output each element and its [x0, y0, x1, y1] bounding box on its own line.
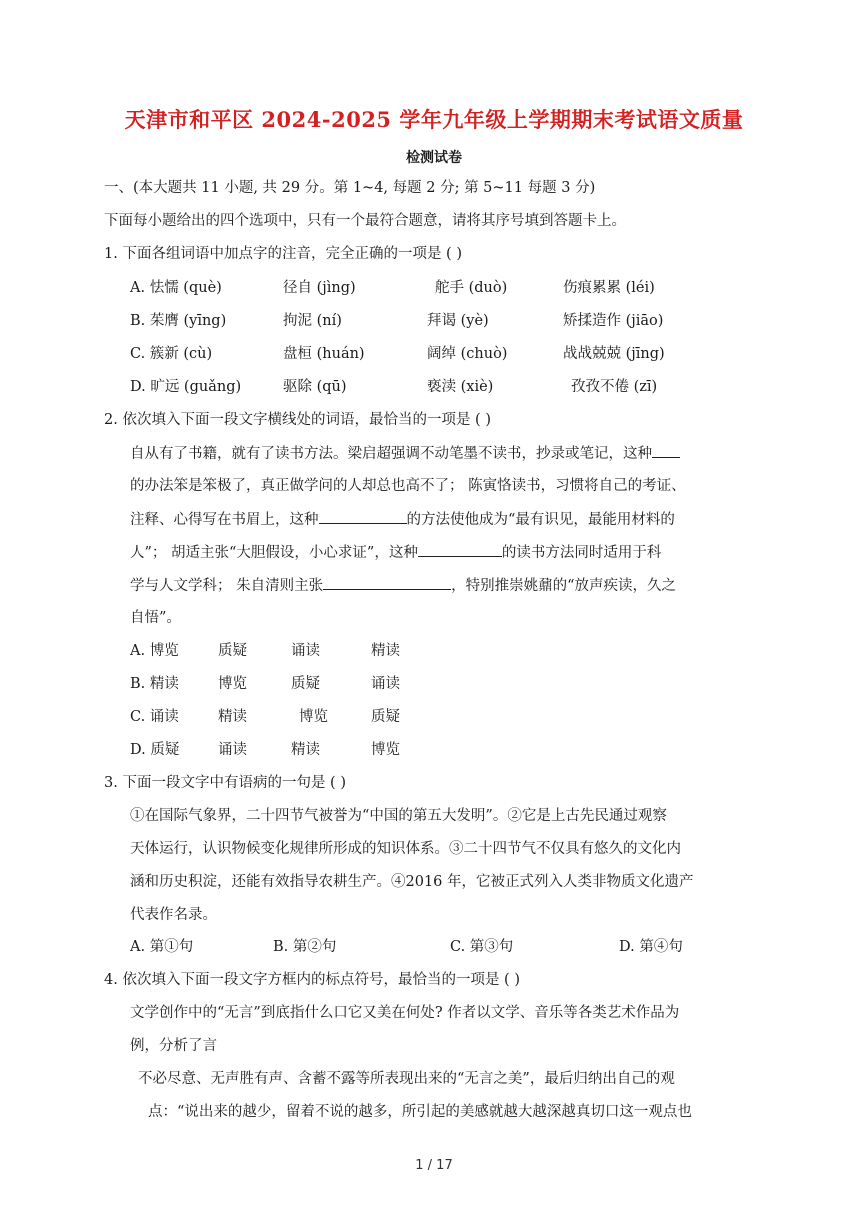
q3-passage-line-4: 代表作名录。 [130, 907, 217, 923]
q1-option-c: C. 簇新 (cù) [130, 346, 213, 362]
q2-passage-line-2: 的办法笨是笨极了，真正做学问的人却总也高不了； 陈寅恪读书，习惯将自己的考证、 [130, 478, 686, 494]
q2-text: 的方法使他成为“最有识见，最能用材料的 [406, 512, 675, 528]
q1-option-d: D. 旷远 (guǎng) [130, 379, 242, 395]
q1-option-c-word3: 阔绰 (chuò) [427, 346, 508, 362]
q4-passage-line-3: 不必尽意、无声胜有声、含蓄不露等所表现出来的“无言之美”，最后归纳出自己的观 [138, 1071, 675, 1087]
q2-option-a-word2: 质疑 [218, 643, 247, 659]
q2-option-b-word4: 诵读 [371, 676, 400, 692]
q1-option-a-word2: 径自 (jìng) [283, 280, 356, 296]
q3-option-c: C. 第③句 [450, 939, 514, 955]
q2-option-c: C. 诵读 [130, 709, 179, 725]
page-title: 天津市和平区 2024-2025 学年九年级上学期期末考试语文质量 [124, 107, 744, 132]
fill-blank [319, 509, 407, 524]
q2-passage-line-1 [130, 443, 680, 464]
page-subtitle: 检测试卷 [406, 150, 462, 166]
q2-text: 注释、心得写在书眉上，这种 [130, 512, 319, 528]
q1-option-d-word2: 驱除 (qū) [283, 379, 347, 395]
q2-passage-line-4 [130, 542, 661, 563]
q2-text: 的读书方法同时适用于科 [501, 545, 662, 561]
fill-blank [652, 443, 680, 458]
q2-option-a-word3: 诵读 [291, 643, 320, 659]
q2-option-d: D. 质疑 [130, 742, 180, 758]
q2-text: 自从有了书籍，就有了读书方法。梁启超强调不动笔墨不读书，抄录或笔记，这种 [130, 446, 652, 462]
q1-option-b-word2: 拘泥 (ní) [283, 313, 342, 329]
q2-option-d-word4: 博览 [371, 742, 400, 758]
q3-passage-line-1: ①在国际气象界，二十四节气被誉为“中国的第五大发明”。②它是上古先民通过观察 [130, 808, 667, 824]
q2-option-d-word3: 精读 [291, 742, 320, 758]
q4-passage-line-1: 文学创作中的“无言”到底指什么口它又美在何处? 作者以文学、音乐等各类艺术作品为 [130, 1005, 680, 1021]
q2-option-c-word3: 博览 [299, 709, 328, 725]
question-1-stem: 1. 下面各组词语中加点字的注音，完全正确的一项是 ( ) [104, 246, 462, 262]
question-3-stem: 3. 下面一段文字中有语病的一句是 ( ) [104, 775, 346, 791]
q4-passage-line-2: 例，分析了言 [130, 1038, 217, 1054]
q2-passage-line-6: 自悟”。 [130, 610, 181, 626]
question-2-stem: 2. 依次填入下面一段文字横线处的词语，最恰当的一项是 ( ) [104, 412, 491, 428]
q2-text: 人”； 胡适主张“大胆假设，小心求证”，这种 [130, 545, 418, 561]
q1-option-c-word4: 战战兢兢 (jīng) [563, 346, 665, 362]
q4-passage-line-4: 点：“说出来的越少，留着不说的越多，所引起的美感就越大越深越真切口这一观点也 [148, 1104, 692, 1120]
q3-option-d: D. 第④句 [619, 939, 683, 955]
q1-option-b-word4: 矫揉造作 (jiāo) [563, 313, 664, 329]
question-4-stem: 4. 依次填入下面一段文字方框内的标点符号，最恰当的一项是 ( ) [104, 972, 520, 988]
q2-option-b: B. 精读 [130, 676, 179, 692]
q3-passage-line-2: 天体运行，认识物候变化规律所形成的知识体系。③二十四节气不仅具有悠久的文化内 [130, 841, 681, 857]
q1-option-a-word4: 伤痕累累 (léi) [563, 280, 655, 296]
q1-option-b: B. 茱膺 (yīng) [130, 313, 227, 329]
section-header: 一、(本大题共 11 小题, 共 29 分。第 1~4, 每题 2 分; 第 5~11 每题 3 分) [104, 180, 596, 196]
q1-option-d-word3: 亵渎 (xiè) [427, 379, 494, 395]
q2-option-b-word3: 质疑 [291, 676, 320, 692]
q3-option-b: B. 第②句 [273, 939, 337, 955]
q1-option-c-word2: 盘桓 (huán) [283, 346, 365, 362]
q1-option-b-word3: 拜谒 (yè) [427, 313, 489, 329]
q2-option-a-word4: 精读 [371, 643, 400, 659]
q2-option-a: A. 博览 [130, 643, 179, 659]
q2-passage-line-5 [130, 575, 676, 596]
page-number: 1 / 17 [415, 1158, 453, 1173]
q2-option-d-word2: 诵读 [218, 742, 247, 758]
q3-option-a: A. 第①句 [130, 939, 194, 955]
q1-option-a-word3: 舵手 (duò) [435, 280, 508, 296]
q2-text: ，特别推崇姚鼐的“放声疾读，久之 [451, 578, 677, 594]
q2-option-b-word2: 博览 [218, 676, 247, 692]
q1-option-a: A. 怯懦 (què) [130, 280, 222, 296]
fill-blank [323, 575, 451, 590]
q2-option-c-word2: 精读 [218, 709, 247, 725]
q2-passage-line-3 [130, 509, 675, 530]
fill-blank [418, 542, 502, 557]
q2-option-c-word4: 质疑 [371, 709, 400, 725]
q1-option-d-word4: 孜孜不倦 (zī) [571, 379, 658, 395]
q2-text: 学与人文学科； 朱自清则主张 [130, 578, 324, 594]
section-instruction: 下面每小题给出的四个选项中，只有一个最符合题意，请将其序号填到答题卡上。 [104, 213, 626, 229]
q3-passage-line-3: 涵和历史积淀，还能有效指导农耕生产。④2016 年，它被正式列入人类非物质文化遗产 [130, 874, 694, 890]
